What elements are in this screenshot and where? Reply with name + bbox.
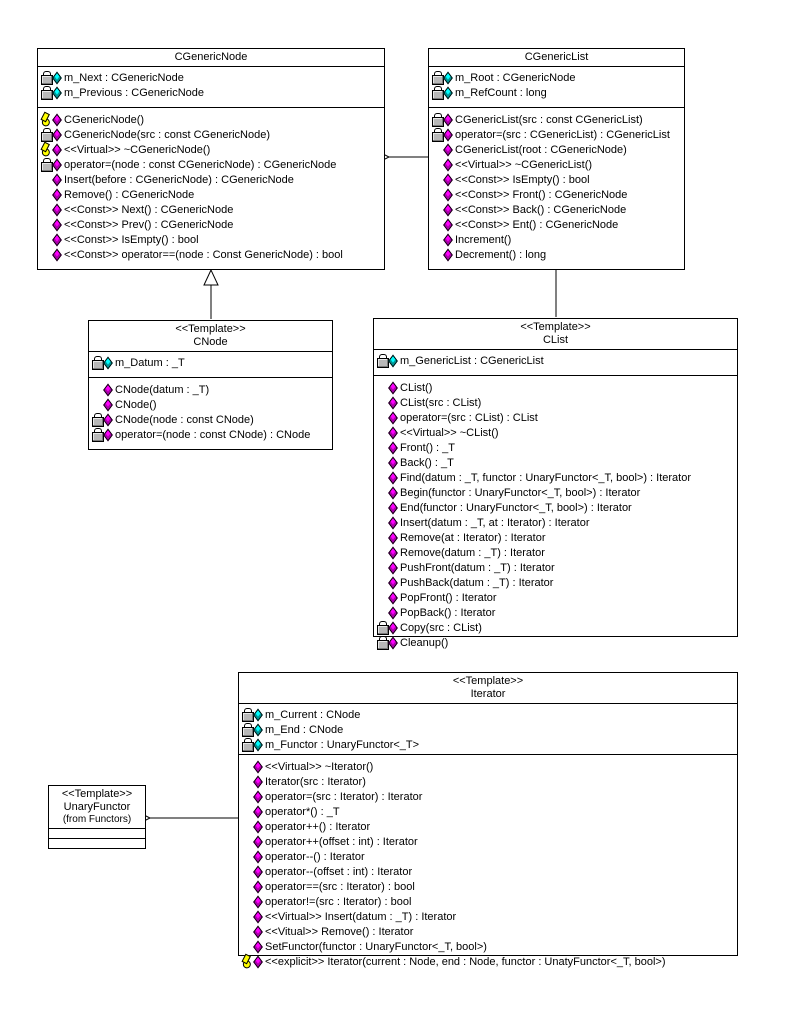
- operation-text: <<Virtual>> ~CGenericNode(): [64, 143, 211, 156]
- operation-row: [377, 410, 735, 425]
- attribute-row: [432, 85, 682, 100]
- operation-row: [377, 545, 735, 560]
- operation-text: operator--(offset : int) : Iterator: [265, 865, 413, 878]
- operation-text: Remove(at : Iterator) : Iterator: [400, 531, 546, 544]
- class-name: CGenericList: [524, 51, 589, 63]
- class-cgenericlist: [428, 48, 685, 270]
- public-no-adornment: [377, 381, 388, 394]
- operation-text: CGenericList(src : const CGenericList): [455, 113, 643, 126]
- operation-text: <<Const>> Back() : CGenericNode: [455, 203, 627, 216]
- public-no-adornment: [242, 805, 253, 818]
- operation-row: [41, 157, 382, 172]
- private-lock-icon: [432, 71, 443, 84]
- operation-row: [377, 395, 735, 410]
- operation-text: CNode(node : const CNode): [115, 413, 254, 426]
- operation-row: [432, 217, 682, 232]
- operation-row: [41, 127, 382, 142]
- operation-row: [377, 620, 735, 635]
- operation-row: [92, 427, 330, 442]
- attribute-text: m_End : CNode: [265, 723, 344, 736]
- private-lock-icon: [377, 621, 388, 634]
- operation-text: Insert(datum : _T, at : Iterator) : Iterator: [400, 516, 590, 529]
- private-lock-icon: [377, 354, 388, 367]
- class-title-bar: [238, 672, 738, 704]
- operation-row: [377, 575, 735, 590]
- public-no-adornment: [242, 940, 253, 953]
- attributes-compartment: [373, 350, 738, 376]
- operation-row: [41, 187, 382, 202]
- public-no-adornment: [377, 516, 388, 529]
- operation-text: operator=(node : const CGenericNode) : CGenericNode: [64, 158, 337, 171]
- attribute-row: [377, 353, 735, 368]
- class-title-bar: [373, 318, 738, 350]
- class-title-bar: [37, 48, 385, 67]
- attribute-row: [242, 722, 735, 737]
- attributes-compartment: [238, 704, 738, 755]
- operation-text: SetFunctor(functor : UnaryFunctor<_T, bool>): [265, 940, 487, 953]
- operations-compartment: [428, 108, 685, 270]
- operation-row: [92, 382, 330, 397]
- operation-row: [377, 560, 735, 575]
- operations-compartment: [238, 755, 738, 968]
- public-no-adornment: [377, 591, 388, 604]
- public-no-adornment: [41, 173, 52, 186]
- operation-row: [432, 172, 682, 187]
- attribute-row: [41, 85, 382, 100]
- attributes-compartment: [88, 352, 333, 378]
- operation-row: [432, 127, 682, 142]
- operation-text: PopBack() : Iterator: [400, 606, 496, 619]
- public-no-adornment: [41, 203, 52, 216]
- operation-text: Copy(src : CList): [400, 621, 482, 634]
- operation-text: <<Const>> IsEmpty() : bool: [64, 233, 199, 246]
- operation-text: Find(datum : _T, functor : UnaryFunctor<_T, bool>) : Iterator: [400, 471, 692, 484]
- attributes-compartment: [428, 67, 685, 108]
- private-lock-icon: [432, 128, 443, 141]
- operation-row: [242, 939, 735, 954]
- attribute-text: m_Next : CGenericNode: [64, 71, 184, 84]
- class-stereotype: <<Template>>: [520, 321, 591, 333]
- public-no-adornment: [377, 576, 388, 589]
- operations-compartment: [88, 378, 333, 450]
- operation-text: <<Const>> Ent() : CGenericNode: [455, 218, 619, 231]
- public-no-adornment: [432, 188, 443, 201]
- attribute-text: m_Functor : UnaryFunctor<_T>: [265, 738, 420, 751]
- operation-row: [242, 819, 735, 834]
- operation-text: PushBack(datum : _T) : Iterator: [400, 576, 554, 589]
- operation-row: [41, 217, 382, 232]
- operation-row: [432, 157, 682, 172]
- operation-row: [377, 380, 735, 395]
- operation-text: operator--() : Iterator: [265, 850, 365, 863]
- class-name: CNode: [193, 336, 228, 348]
- operation-text: <<Virtual>> ~CList(): [400, 426, 499, 439]
- operation-row: [432, 247, 682, 262]
- operation-row: [41, 232, 382, 247]
- class-title-bar: [88, 320, 333, 352]
- public-no-adornment: [242, 910, 253, 923]
- attribute-row: [92, 355, 330, 370]
- attributes-compartment: [48, 829, 146, 839]
- public-no-adornment: [377, 486, 388, 499]
- private-lock-icon: [92, 413, 103, 426]
- attribute-row: [242, 707, 735, 722]
- public-no-adornment: [432, 203, 443, 216]
- public-no-adornment: [432, 218, 443, 231]
- operation-text: Back() : _T: [400, 456, 454, 469]
- public-no-adornment: [92, 398, 103, 411]
- operation-row: [242, 954, 735, 969]
- public-no-adornment: [377, 501, 388, 514]
- public-no-adornment: [432, 248, 443, 261]
- class-stereotype: <<Template>>: [61, 788, 133, 800]
- operation-text: <<Const>> operator==(node : Const GenericNode) : bool: [64, 248, 343, 261]
- public-no-adornment: [377, 396, 388, 409]
- operation-row: [242, 909, 735, 924]
- class-stereotype: <<Template>>: [452, 675, 524, 687]
- operation-text: operator=(node : const CNode) : CNode: [115, 428, 311, 441]
- operation-text: operator==(src : Iterator) : bool: [265, 880, 415, 893]
- operation-text: Remove(datum : _T) : Iterator: [400, 546, 545, 559]
- public-no-adornment: [377, 471, 388, 484]
- operation-row: [41, 202, 382, 217]
- operation-text: <<Virtual>> ~CGenericList(): [455, 158, 593, 171]
- public-no-adornment: [242, 760, 253, 773]
- operation-row: [377, 500, 735, 515]
- operation-text: Iterator(src : Iterator): [265, 775, 366, 788]
- public-no-adornment: [242, 850, 253, 863]
- private-lock-icon: [41, 158, 52, 171]
- operation-text: operator++(offset : int) : Iterator: [265, 835, 418, 848]
- private-lock-icon: [377, 636, 388, 649]
- attribute-text: m_GenericList : CGenericList: [400, 354, 544, 367]
- operation-row: [41, 112, 382, 127]
- operation-text: <<Vitual>> Remove() : Iterator: [265, 925, 414, 938]
- public-no-adornment: [377, 606, 388, 619]
- operation-text: <<Const>> Prev() : CGenericNode: [64, 218, 234, 231]
- operation-row: [377, 515, 735, 530]
- public-no-adornment: [242, 820, 253, 833]
- class-cnode: [88, 320, 333, 450]
- attribute-text: m_Current : CNode: [265, 708, 361, 721]
- operation-row: [242, 849, 735, 864]
- private-lock-icon: [242, 723, 253, 736]
- private-lock-icon: [92, 428, 103, 441]
- operation-text: PushFront(datum : _T) : Iterator: [400, 561, 555, 574]
- class-title-bar: [48, 785, 146, 829]
- operation-row: [432, 232, 682, 247]
- operation-row: [377, 530, 735, 545]
- operations-compartment: [373, 376, 738, 649]
- operation-row: [432, 202, 682, 217]
- public-no-adornment: [242, 790, 253, 803]
- operation-row: [242, 774, 735, 789]
- operation-text: Remove() : CGenericNode: [64, 188, 195, 201]
- operation-text: <<Virtual>> Insert(datum : _T) : Iterator: [265, 910, 457, 923]
- operation-row: [377, 455, 735, 470]
- public-no-adornment: [242, 895, 253, 908]
- operation-text: Decrement() : long: [455, 248, 547, 261]
- operation-text: End(functor : UnaryFunctor<_T, bool>) : Iterator: [400, 501, 632, 514]
- operation-text: Begin(functor : UnaryFunctor<_T, bool>) : Iterator: [400, 486, 641, 499]
- operation-text: operator=(src : CList) : CList: [400, 411, 538, 424]
- public-no-adornment: [377, 531, 388, 544]
- class-unaryfunctor: [48, 785, 146, 849]
- private-lock-icon: [41, 86, 52, 99]
- operation-text: CGenericList(root : CGenericNode): [455, 143, 627, 156]
- operation-text: Increment(): [455, 233, 512, 246]
- public-no-adornment: [377, 546, 388, 559]
- public-no-adornment: [432, 173, 443, 186]
- class-name: UnaryFunctor: [63, 801, 131, 813]
- operation-text: <<Const>> Front() : CGenericNode: [455, 188, 628, 201]
- operation-row: [377, 440, 735, 455]
- operation-text: CNode(datum : _T): [115, 383, 210, 396]
- public-no-adornment: [41, 218, 52, 231]
- operation-text: operator=(src : Iterator) : Iterator: [265, 790, 423, 803]
- private-lock-icon: [41, 71, 52, 84]
- class-name: CGenericNode: [174, 51, 248, 63]
- class-clist: [373, 318, 738, 649]
- public-no-adornment: [242, 925, 253, 938]
- operation-text: Cleanup(): [400, 636, 449, 649]
- operation-text: CList(src : CList): [400, 396, 482, 409]
- operation-row: [242, 759, 735, 774]
- private-lock-icon: [242, 708, 253, 721]
- operation-row: [242, 804, 735, 819]
- public-no-adornment: [242, 835, 253, 848]
- class-cgenericnode: [37, 48, 385, 270]
- operation-text: Insert(before : CGenericNode) : CGenericNode: [64, 173, 294, 186]
- public-no-adornment: [377, 411, 388, 424]
- public-no-adornment: [242, 880, 253, 893]
- operation-text: CGenericNode(): [64, 113, 145, 126]
- operation-row: [377, 485, 735, 500]
- operation-text: <<Const>> Next() : CGenericNode: [64, 203, 234, 216]
- attribute-row: [432, 70, 682, 85]
- operation-text: <<Virtual>> ~Iterator(): [265, 760, 374, 773]
- operation-row: [377, 635, 735, 650]
- public-no-adornment: [242, 775, 253, 788]
- operation-row: [92, 412, 330, 427]
- operation-row: [242, 864, 735, 879]
- class-stereotype: <<Template>>: [175, 323, 246, 335]
- operation-row: [92, 397, 330, 412]
- public-no-adornment: [242, 865, 253, 878]
- public-no-adornment: [432, 143, 443, 156]
- private-lock-icon: [92, 356, 103, 369]
- operation-text: operator!=(src : Iterator) : bool: [265, 895, 412, 908]
- public-no-adornment: [41, 233, 52, 246]
- operation-text: CList(): [400, 381, 433, 394]
- operations-compartment: [37, 108, 385, 270]
- private-lock-icon: [432, 86, 443, 99]
- attribute-text: m_RefCount : long: [455, 86, 547, 99]
- operation-row: [432, 187, 682, 202]
- attributes-compartment: [37, 67, 385, 108]
- class-name: Iterator: [470, 688, 506, 700]
- attribute-row: [41, 70, 382, 85]
- operation-text: <<Const>> IsEmpty() : bool: [455, 173, 590, 186]
- operation-text: <<explicit>> Iterator(current : Node, end : Node, functor : UnatyFunctor<_T, bool>): [265, 955, 666, 968]
- operation-text: CGenericNode(src : const CGenericNode): [64, 128, 271, 141]
- attribute-text: m_Datum : _T: [115, 356, 185, 369]
- public-no-adornment: [432, 233, 443, 246]
- attribute-text: m_Root : CGenericNode: [455, 71, 576, 84]
- public-no-adornment: [377, 561, 388, 574]
- public-no-adornment: [92, 383, 103, 396]
- operation-row: [377, 590, 735, 605]
- operations-compartment: [48, 839, 146, 849]
- class-iterator: [238, 672, 738, 968]
- operation-text: CNode(): [115, 398, 157, 411]
- operation-row: [41, 247, 382, 262]
- private-lock-icon: [432, 113, 443, 126]
- operation-row: [242, 834, 735, 849]
- attribute-text: m_Previous : CGenericNode: [64, 86, 205, 99]
- public-no-adornment: [377, 441, 388, 454]
- class-from-package-label: (from Functors): [62, 814, 132, 825]
- operation-row: [432, 112, 682, 127]
- operation-row: [41, 142, 382, 157]
- private-lock-icon: [41, 128, 52, 141]
- class-title-bar: [428, 48, 685, 67]
- public-no-adornment: [41, 188, 52, 201]
- operation-row: [377, 425, 735, 440]
- operation-text: Front() : _T: [400, 441, 456, 454]
- private-lock-icon: [242, 738, 253, 751]
- operation-row: [242, 894, 735, 909]
- public-no-adornment: [377, 456, 388, 469]
- operation-row: [242, 789, 735, 804]
- operation-row: [377, 470, 735, 485]
- class-name: CList: [542, 334, 569, 346]
- operation-text: operator++() : Iterator: [265, 820, 371, 833]
- operation-row: [242, 924, 735, 939]
- public-no-adornment: [41, 248, 52, 261]
- operation-text: PopFront() : Iterator: [400, 591, 497, 604]
- operation-row: [41, 172, 382, 187]
- public-no-adornment: [377, 426, 388, 439]
- attribute-row: [242, 737, 735, 752]
- public-no-adornment: [432, 158, 443, 171]
- operation-row: [242, 879, 735, 894]
- operation-text: operator=(src : CGenericList) : CGenericList: [455, 128, 670, 141]
- operation-row: [377, 605, 735, 620]
- operation-row: [432, 142, 682, 157]
- operation-text: operator*() : _T: [265, 805, 340, 818]
